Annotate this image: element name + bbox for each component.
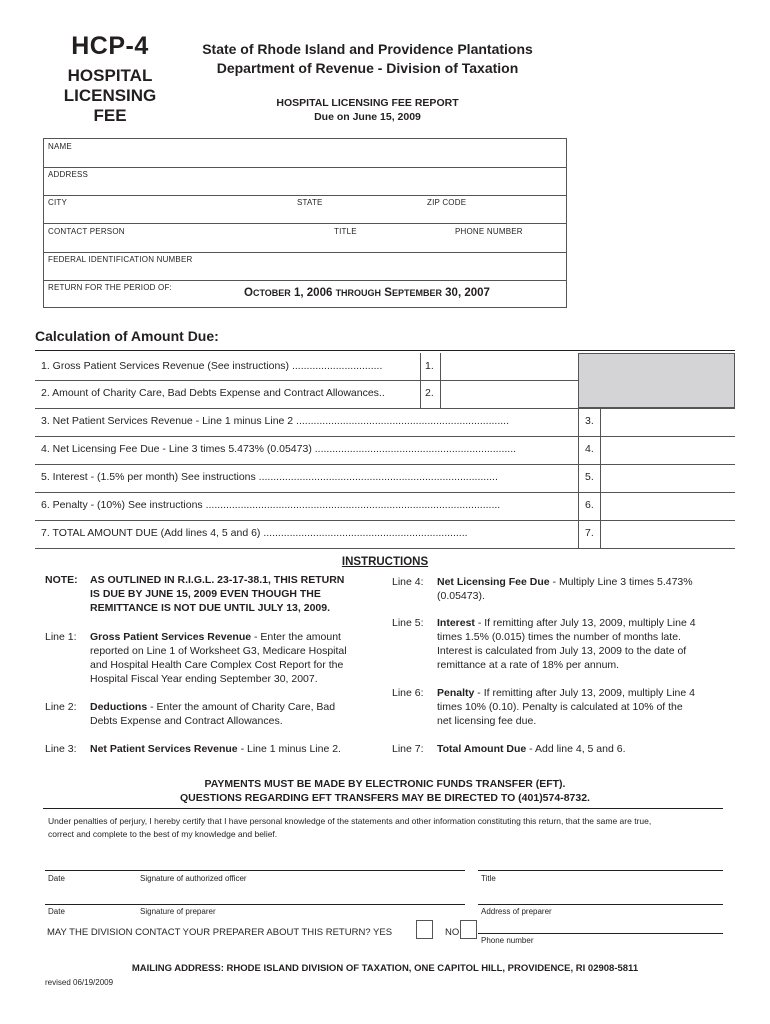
divider (44, 252, 566, 253)
preparer-phone-line[interactable] (478, 933, 723, 934)
line3-instruction: Net Patient Services Revenue - Line 1 minus Line 2. (90, 743, 341, 755)
calc-line-3: 3. Net Patient Services Revenue - Line 1 minus Line 2 ......................................................................... (41, 415, 510, 427)
note-label: NOTE: (45, 574, 78, 586)
preparer-address-label: Address of preparer (481, 907, 552, 916)
preparer-signature-line[interactable] (45, 904, 465, 905)
calculation-heading: Calculation of Amount Due: (35, 328, 219, 344)
divider (44, 280, 566, 281)
agency-line-1: State of Rhode Island and Providence Plantations (202, 41, 533, 57)
fein-label: FEDERAL IDENTIFICATION NUMBER (48, 255, 193, 264)
column-line (578, 408, 579, 548)
calc-line-2-num: 2. (425, 387, 434, 399)
line-separator (35, 548, 735, 549)
form-name-line-1: HOSPITAL (67, 66, 153, 85)
preparer-signature-label: Signature of preparer (140, 907, 216, 916)
calc-line-7-num: 7. (585, 527, 594, 539)
line-2-amount-field[interactable] (441, 381, 577, 407)
contact-preparer-question: MAY THE DIVISION CONTACT YOUR PREPARER ABOUT THIS RETURN? YES (47, 927, 393, 938)
note-text: AS OUTLINED IN R.I.G.L. 23-17-38.1, THIS RETURN IS DUE BY JUNE 15, 2009 EVEN THOUGH THE REMITTANCE IS NOT DUE UNTIL JULY 13, 2009. (90, 574, 345, 614)
column-line (420, 353, 421, 408)
mailing-address: MAILING ADDRESS: RHODE ISLAND DIVISION OF TAXATION, ONE CAPITOL HILL, PROVIDENCE, RI 02908-5811 (131, 963, 639, 974)
agency-line-2: Department of Revenue - Division of Taxation (216, 60, 519, 76)
no-label: NO (445, 927, 460, 938)
officer-signature-line[interactable] (45, 870, 465, 871)
calc-line-6-num: 6. (585, 499, 594, 511)
form-id: HCP-4 (71, 32, 149, 60)
yes-checkbox[interactable] (416, 920, 433, 939)
title-label: TITLE (334, 227, 357, 236)
calc-line-3-num: 3. (585, 415, 594, 427)
calc-line-1: 1. Gross Patient Services Revenue (See instructions) ............................... (41, 360, 383, 372)
phone-label: PHONE NUMBER (455, 227, 523, 236)
zip-label: ZIP CODE (427, 198, 467, 207)
taxpayer-info-box (43, 138, 567, 308)
eft-notice-1: PAYMENTS MUST BE MADE BY ELECTRONIC FUNDS TRANSFER (EFT). (204, 778, 566, 790)
title-label: Title (481, 874, 496, 883)
shaded-area (578, 353, 735, 408)
officer-signature-label: Signature of authorized officer (140, 874, 247, 883)
line-4-amount-field[interactable] (601, 437, 735, 463)
due-date: Due on June 15, 2009 (314, 111, 421, 123)
state-label: STATE (297, 198, 323, 207)
calc-line-7: 7. TOTAL AMOUNT DUE (Add lines 4, 5 and 6) ...................................................................... (41, 527, 468, 539)
line7-instruction: Total Amount Due - Add line 4, 5 and 6. (437, 743, 626, 755)
instructions-heading: INSTRUCTIONS (341, 556, 429, 568)
line-3-amount-field[interactable] (601, 409, 735, 435)
eft-rule (43, 808, 723, 809)
line2-instruction: Deductions - Enter the amount of Charity Care, Bad Debts Expense and Contract Allowances. (90, 701, 336, 727)
period-label: RETURN FOR THE PERIOD OF: (48, 283, 172, 292)
revision-date: revised 06/19/2009 (45, 978, 114, 987)
calc-line-5-num: 5. (585, 471, 594, 483)
calc-line-4-num: 4. (585, 443, 594, 455)
date-label-2: Date (48, 907, 65, 916)
line-5-amount-field[interactable] (601, 465, 735, 491)
city-label: CITY (48, 198, 68, 207)
line4-instruction: Net Licensing Fee Due - Multiply Line 3 times 5.473% (0.05473). (437, 576, 693, 602)
line3-label: Line 3: (45, 743, 77, 755)
calc-line-6: 6. Penalty - (10%) See instructions ..................................................................................................... (41, 499, 501, 511)
divider (44, 223, 566, 224)
title-line[interactable] (478, 870, 723, 871)
calc-line-1-num: 1. (425, 360, 434, 372)
report-title: HOSPITAL LICENSING FEE REPORT (276, 97, 459, 109)
line5-instruction: Interest - If remitting after July 13, 2009, multiply Line 4 times 1.5% (0.015) times the number of months late. Interest is calculated from July 13, 2009 to the date of remittance at a rate of 18% per annum. (437, 617, 696, 671)
form-name (45, 66, 175, 126)
eft-notice-2: QUESTIONS REGARDING EFT TRANSFERS MAY BE DIRECTED TO (401)574-8732. (180, 792, 590, 804)
line6-instruction: Penalty - If remitting after July 13, 2009, multiply Line 4 times 10% (0.10). Penalty is calculated at 10% of the net licensing fee due. (437, 687, 695, 727)
calculation-rule (35, 350, 735, 351)
contact-person-label: CONTACT PERSON (48, 227, 125, 236)
line2-label: Line 2: (45, 701, 77, 713)
line-1-amount-field[interactable] (441, 354, 577, 380)
preparer-address-line[interactable] (478, 904, 723, 905)
line4-label: Line 4: (392, 576, 424, 588)
name-label: NAME (48, 142, 72, 151)
form-name-line-3: FEE (93, 106, 127, 125)
line-6-amount-field[interactable] (601, 493, 735, 519)
no-checkbox[interactable] (460, 920, 477, 939)
line1-label: Line 1: (45, 631, 77, 643)
calc-line-5: 5. Interest - (1.5% per month) See instructions .................................................................................. (41, 471, 498, 483)
calc-line-2: 2. Amount of Charity Care, Bad Debts Expense and Contract Allowances.. (41, 387, 385, 399)
address-label: ADDRESS (48, 170, 89, 179)
line-7-amount-field[interactable] (601, 521, 735, 547)
perjury-statement: Under penalties of perjury, I hereby certify that I have personal knowledge of the statements and other information constituting this return, that the same are true, correct and complete to the best of my knowledge and belief. (48, 816, 652, 839)
divider (44, 195, 566, 196)
line6-label: Line 6: (392, 687, 424, 699)
divider (44, 167, 566, 168)
phone-number-label: Phone number (481, 936, 534, 945)
form-name-line-2: LICENSING (63, 86, 157, 105)
date-label: Date (48, 874, 65, 883)
line1-instruction: Gross Patient Services Revenue - Enter the amount reported on Line 1 of Worksheet G3, Medicare Hospital and Hospital Health Care Complex Cost Report for the Hospital Fiscal Year ending September 30, 2007. (90, 631, 347, 685)
period-value: OCTOBER 1, 2006 THROUGH SEPTEMBER 30, 2007 (244, 287, 490, 299)
line7-label: Line 7: (392, 743, 424, 755)
line5-label: Line 5: (392, 617, 424, 629)
calc-line-4: 4. Net Licensing Fee Due - Line 3 times 5.473% (0.05473) ..................................................................... (41, 443, 517, 455)
